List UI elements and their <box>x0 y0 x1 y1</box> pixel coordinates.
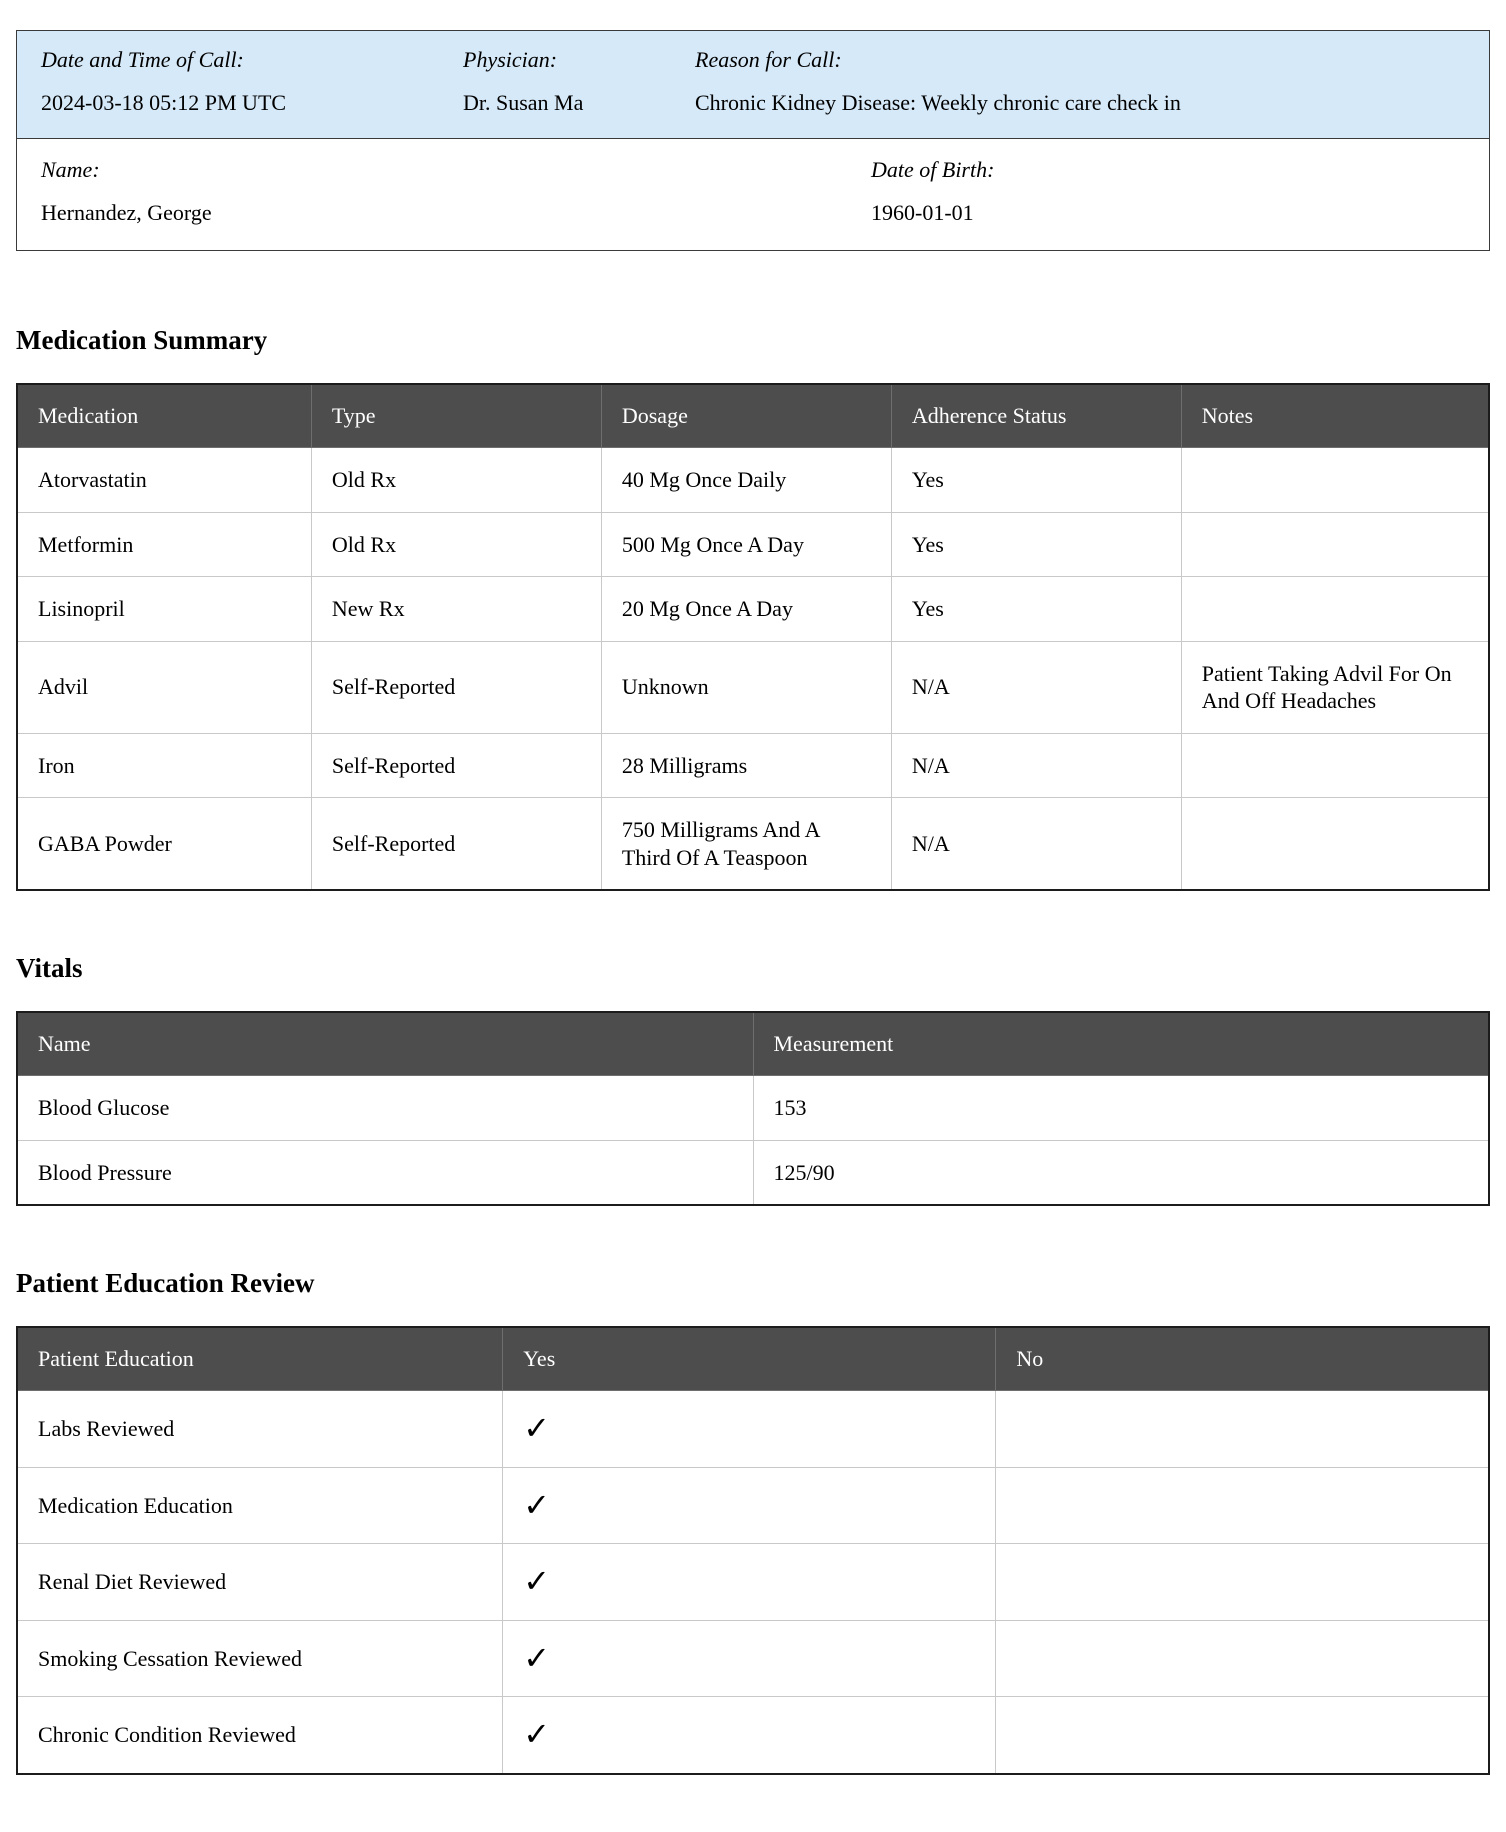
cell-education-no <box>996 1697 1489 1774</box>
patient-name-field <box>41 157 871 226</box>
cell-notes: Patient Taking Advil For On And Off Headaches <box>1181 641 1489 733</box>
table-row <box>17 1076 1489 1141</box>
cell-adherence: N/A <box>891 641 1181 733</box>
call-datetime-field <box>41 47 463 116</box>
cell-type: New Rx <box>311 577 601 642</box>
cell-notes <box>1181 733 1489 798</box>
cell-medication: Atorvastatin <box>17 448 311 513</box>
col-header-topic: Patient Education <box>17 1327 503 1391</box>
medication-summary-table <box>16 383 1490 891</box>
cell-dosage: 20 Mg Once A Day <box>601 577 891 642</box>
patient-dob-label: Date of Birth: <box>871 157 995 182</box>
table-row <box>17 1140 1489 1205</box>
patient-name-label: Name: <box>41 157 100 182</box>
cell-type: Old Rx <box>311 512 601 577</box>
cell-education-yes <box>503 1544 996 1621</box>
col-header-name: Name <box>17 1012 753 1076</box>
cell-vital-name: Blood Glucose <box>17 1076 753 1141</box>
cell-adherence: Yes <box>891 577 1181 642</box>
medication-summary-title: Medication Summary <box>16 325 268 355</box>
cell-adherence: Yes <box>891 448 1181 513</box>
cell-medication: Advil <box>17 641 311 733</box>
cell-education-topic: Labs Reviewed <box>17 1391 503 1468</box>
col-header-medication: Medication <box>17 384 311 448</box>
patient-education-title: Patient Education Review <box>16 1268 315 1298</box>
cell-dosage: 500 Mg Once A Day <box>601 512 891 577</box>
patient-dob-field <box>871 157 1465 226</box>
cell-notes <box>1181 798 1489 891</box>
cell-type: Self-Reported <box>311 641 601 733</box>
check-icon: ✓ <box>523 1562 551 1601</box>
cell-education-no <box>996 1467 1489 1544</box>
physician-field <box>463 47 695 116</box>
call-datetime-value: 2024-03-18 05:12 PM UTC <box>41 90 287 115</box>
check-icon: ✓ <box>523 1409 551 1448</box>
check-icon: ✓ <box>523 1485 551 1524</box>
cell-type: Old Rx <box>311 448 601 513</box>
cell-education-no <box>996 1391 1489 1468</box>
col-header-no: No <box>996 1327 1489 1391</box>
cell-notes <box>1181 577 1489 642</box>
table-row <box>17 448 1489 513</box>
cell-vital-measurement: 125/90 <box>753 1140 1489 1205</box>
table-row <box>17 1544 1489 1621</box>
cell-education-yes <box>503 1391 996 1468</box>
cell-vital-name: Blood Pressure <box>17 1140 753 1205</box>
table-row <box>17 798 1489 891</box>
cell-education-yes <box>503 1620 996 1697</box>
cell-notes <box>1181 448 1489 513</box>
check-icon: ✓ <box>523 1638 551 1677</box>
cell-education-yes <box>503 1697 996 1774</box>
cell-education-no <box>996 1620 1489 1697</box>
cell-dosage: 750 Milligrams And A Third Of A Teaspoon <box>601 798 891 891</box>
cell-medication: Metformin <box>17 512 311 577</box>
col-header-notes: Notes <box>1181 384 1489 448</box>
call-datetime-label: Date and Time of Call: <box>41 47 244 72</box>
col-header-dosage: Dosage <box>601 384 891 448</box>
col-header-adherence: Adherence Status <box>891 384 1181 448</box>
cell-medication: Lisinopril <box>17 577 311 642</box>
patient-education-table <box>16 1326 1490 1775</box>
patient-dob-value: 1960-01-01 <box>871 200 974 225</box>
physician-label: Physician: <box>463 47 558 72</box>
vitals-table <box>16 1011 1490 1206</box>
reason-label: Reason for Call: <box>695 47 842 72</box>
cell-vital-measurement: 153 <box>753 1076 1489 1141</box>
reason-value: Chronic Kidney Disease: Weekly chronic care check in <box>695 90 1181 115</box>
col-header-measurement: Measurement <box>753 1012 1489 1076</box>
cell-education-topic: Smoking Cessation Reviewed <box>17 1620 503 1697</box>
physician-value: Dr. Susan Ma <box>463 90 584 115</box>
cell-medication: Iron <box>17 733 311 798</box>
call-info-box <box>16 30 1490 251</box>
col-header-yes: Yes <box>503 1327 996 1391</box>
cell-dosage: 40 Mg Once Daily <box>601 448 891 513</box>
cell-adherence: N/A <box>891 798 1181 891</box>
cell-education-topic: Medication Education <box>17 1467 503 1544</box>
table-header-row <box>17 384 1489 448</box>
table-row <box>17 1620 1489 1697</box>
table-row <box>17 512 1489 577</box>
reason-field <box>695 47 1465 116</box>
cell-type: Self-Reported <box>311 798 601 891</box>
table-row <box>17 1467 1489 1544</box>
cell-education-topic: Renal Diet Reviewed <box>17 1544 503 1621</box>
table-header-row <box>17 1327 1489 1391</box>
cell-education-topic: Chronic Condition Reviewed <box>17 1697 503 1774</box>
table-header-row <box>17 1012 1489 1076</box>
table-row <box>17 577 1489 642</box>
check-icon: ✓ <box>523 1715 551 1754</box>
table-row <box>17 733 1489 798</box>
vitals-title: Vitals <box>16 953 83 983</box>
cell-adherence: N/A <box>891 733 1181 798</box>
table-row <box>17 641 1489 733</box>
table-row <box>17 1391 1489 1468</box>
cell-dosage: Unknown <box>601 641 891 733</box>
table-row <box>17 1697 1489 1774</box>
cell-notes <box>1181 512 1489 577</box>
cell-medication: GABA Powder <box>17 798 311 891</box>
cell-education-yes <box>503 1467 996 1544</box>
cell-dosage: 28 Milligrams <box>601 733 891 798</box>
call-banner <box>17 31 1489 139</box>
cell-adherence: Yes <box>891 512 1181 577</box>
cell-type: Self-Reported <box>311 733 601 798</box>
col-header-type: Type <box>311 384 601 448</box>
patient-info-section <box>17 139 1489 250</box>
cell-education-no <box>996 1544 1489 1621</box>
patient-name-value: Hernandez, George <box>41 200 212 225</box>
